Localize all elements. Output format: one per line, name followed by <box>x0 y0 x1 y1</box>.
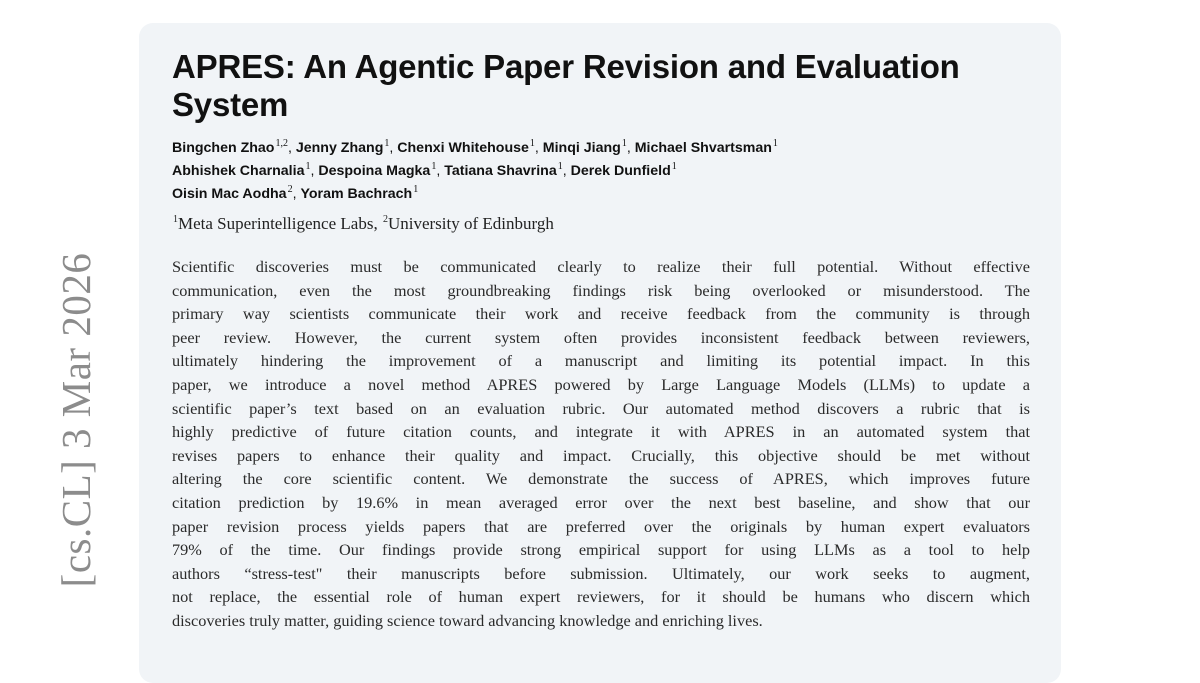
author-name: Minqi Jiang <box>542 140 621 156</box>
author-affiliation-marker: 1 <box>384 138 390 150</box>
author-affiliation-marker: 2 <box>287 184 293 196</box>
author-separator: , <box>292 186 301 202</box>
paper-title <box>172 48 1030 124</box>
abstract-line: ultimately hindering the improvement of a manuscript and limiting its potential impact. In this <box>172 351 1030 371</box>
author <box>318 163 436 179</box>
author-name: Tatiana Shavrina <box>444 163 557 179</box>
author <box>635 140 778 156</box>
author <box>444 163 563 179</box>
affiliation <box>382 214 554 233</box>
author-name: Bingchen Zhao <box>172 140 275 156</box>
author-name: Jenny Zhang <box>295 140 384 156</box>
author-affiliation-marker: 1 <box>431 161 437 173</box>
abstract <box>172 255 1030 633</box>
abstract-line: paper, we introduce a novel method APRES powered by Large Language Models (LLMs) to update a <box>172 374 1030 394</box>
author-name: Michael Shvartsman <box>634 140 772 156</box>
author-line <box>172 160 1030 183</box>
author-separator: , <box>389 140 398 156</box>
abstract-line: highly predictive of future citation counts, and integrate it with APRES in an automated system that <box>172 422 1030 442</box>
author <box>571 163 677 179</box>
author-line <box>172 183 1030 206</box>
affiliation-number: 1 <box>173 214 178 226</box>
author-separator: , <box>626 140 635 156</box>
author-affiliation-marker: 1 <box>305 161 311 173</box>
abstract-line: 79% of the time. Our findings provide strong empirical support for using LLMs as a tool to help <box>172 540 1030 560</box>
abstract-line: not replace, the essential role of human expert reviewers, for it should be humans who discern which <box>172 587 1030 607</box>
author <box>300 186 418 202</box>
author-affiliation-marker: 1 <box>413 184 419 196</box>
affiliation-name: University of Edinburgh <box>387 214 554 233</box>
abstract-line: citation prediction by 19.6% in mean averaged error over the next best baseline, and show that our <box>172 492 1030 512</box>
author-list <box>172 137 1030 206</box>
affiliation-name: Meta Superintelligence Labs <box>178 214 374 233</box>
abstract-line: discoveries truly matter, guiding science toward advancing knowledge and enriching lives. <box>172 610 763 630</box>
author-affiliation-marker: 1,2 <box>275 138 288 150</box>
author <box>172 140 288 156</box>
author-separator: , <box>310 163 319 179</box>
abstract-line: peer review. However, the current system often provides inconsistent feedback between reviewers, <box>172 327 1030 347</box>
author-affiliation-marker: 1 <box>621 138 627 150</box>
abstract-line: altering the core scientific content. We demonstrate the success of APRES, which improves future <box>172 469 1030 489</box>
author-name: Chenxi Whitehouse <box>397 140 529 156</box>
author-name: Abhishek Charnalia <box>172 163 305 179</box>
author-affiliation-marker: 1 <box>772 138 778 150</box>
abstract-line: communication, even the most groundbreaking findings risk being overlooked or misunderstood. The <box>172 280 1030 300</box>
affiliation-separator: , <box>373 214 382 233</box>
author-separator: , <box>436 163 445 179</box>
author-name: Despoina Magka <box>318 163 431 179</box>
paper-content <box>172 48 1030 633</box>
affiliation <box>172 214 373 233</box>
author <box>397 140 535 156</box>
abstract-line: revises papers to enhance their quality and impact. Crucially, this objective should be met without <box>172 445 1030 465</box>
author-separator: , <box>287 140 296 156</box>
abstract-line: authors “stress-test" their manuscripts before submission. Ultimately, our work seeks to augment, <box>172 563 1030 583</box>
author-line <box>172 137 1030 160</box>
author-name: Oisin Mac Aodha <box>172 186 287 202</box>
author-separator: , <box>562 163 571 179</box>
abstract-line: primary way scientists communicate their work and receive feedback from the community is through <box>172 304 1030 324</box>
abstract-line: scientific paper’s text based on an evaluation rubric. Our automated method discovers a rubric that is <box>172 398 1030 418</box>
affiliation-list <box>172 213 1030 235</box>
affiliation-number: 2 <box>382 214 388 226</box>
author <box>296 140 390 156</box>
author-affiliation-marker: 1 <box>557 161 563 173</box>
author <box>172 163 310 179</box>
author-separator: , <box>534 140 543 156</box>
paper-title-line: System <box>172 86 289 123</box>
arxiv-identifier-stamp: [cs.CL] 3 Mar 2026 <box>53 252 99 588</box>
author-affiliation-marker: 1 <box>671 161 677 173</box>
abstract-line: paper revision process yields papers that are preferred over the originals by human expert evaluators <box>172 516 1030 536</box>
author-name: Yoram Bachrach <box>300 186 413 202</box>
author-name: Derek Dunfield <box>570 163 671 179</box>
author <box>543 140 627 156</box>
paper-title-line: APRES: An Agentic Paper Revision and Evaluation <box>172 48 960 85</box>
abstract-line: Scientific discoveries must be communicated clearly to realize their full potential. Without effective <box>172 257 1030 276</box>
author-affiliation-marker: 1 <box>529 138 535 150</box>
author <box>172 186 293 202</box>
